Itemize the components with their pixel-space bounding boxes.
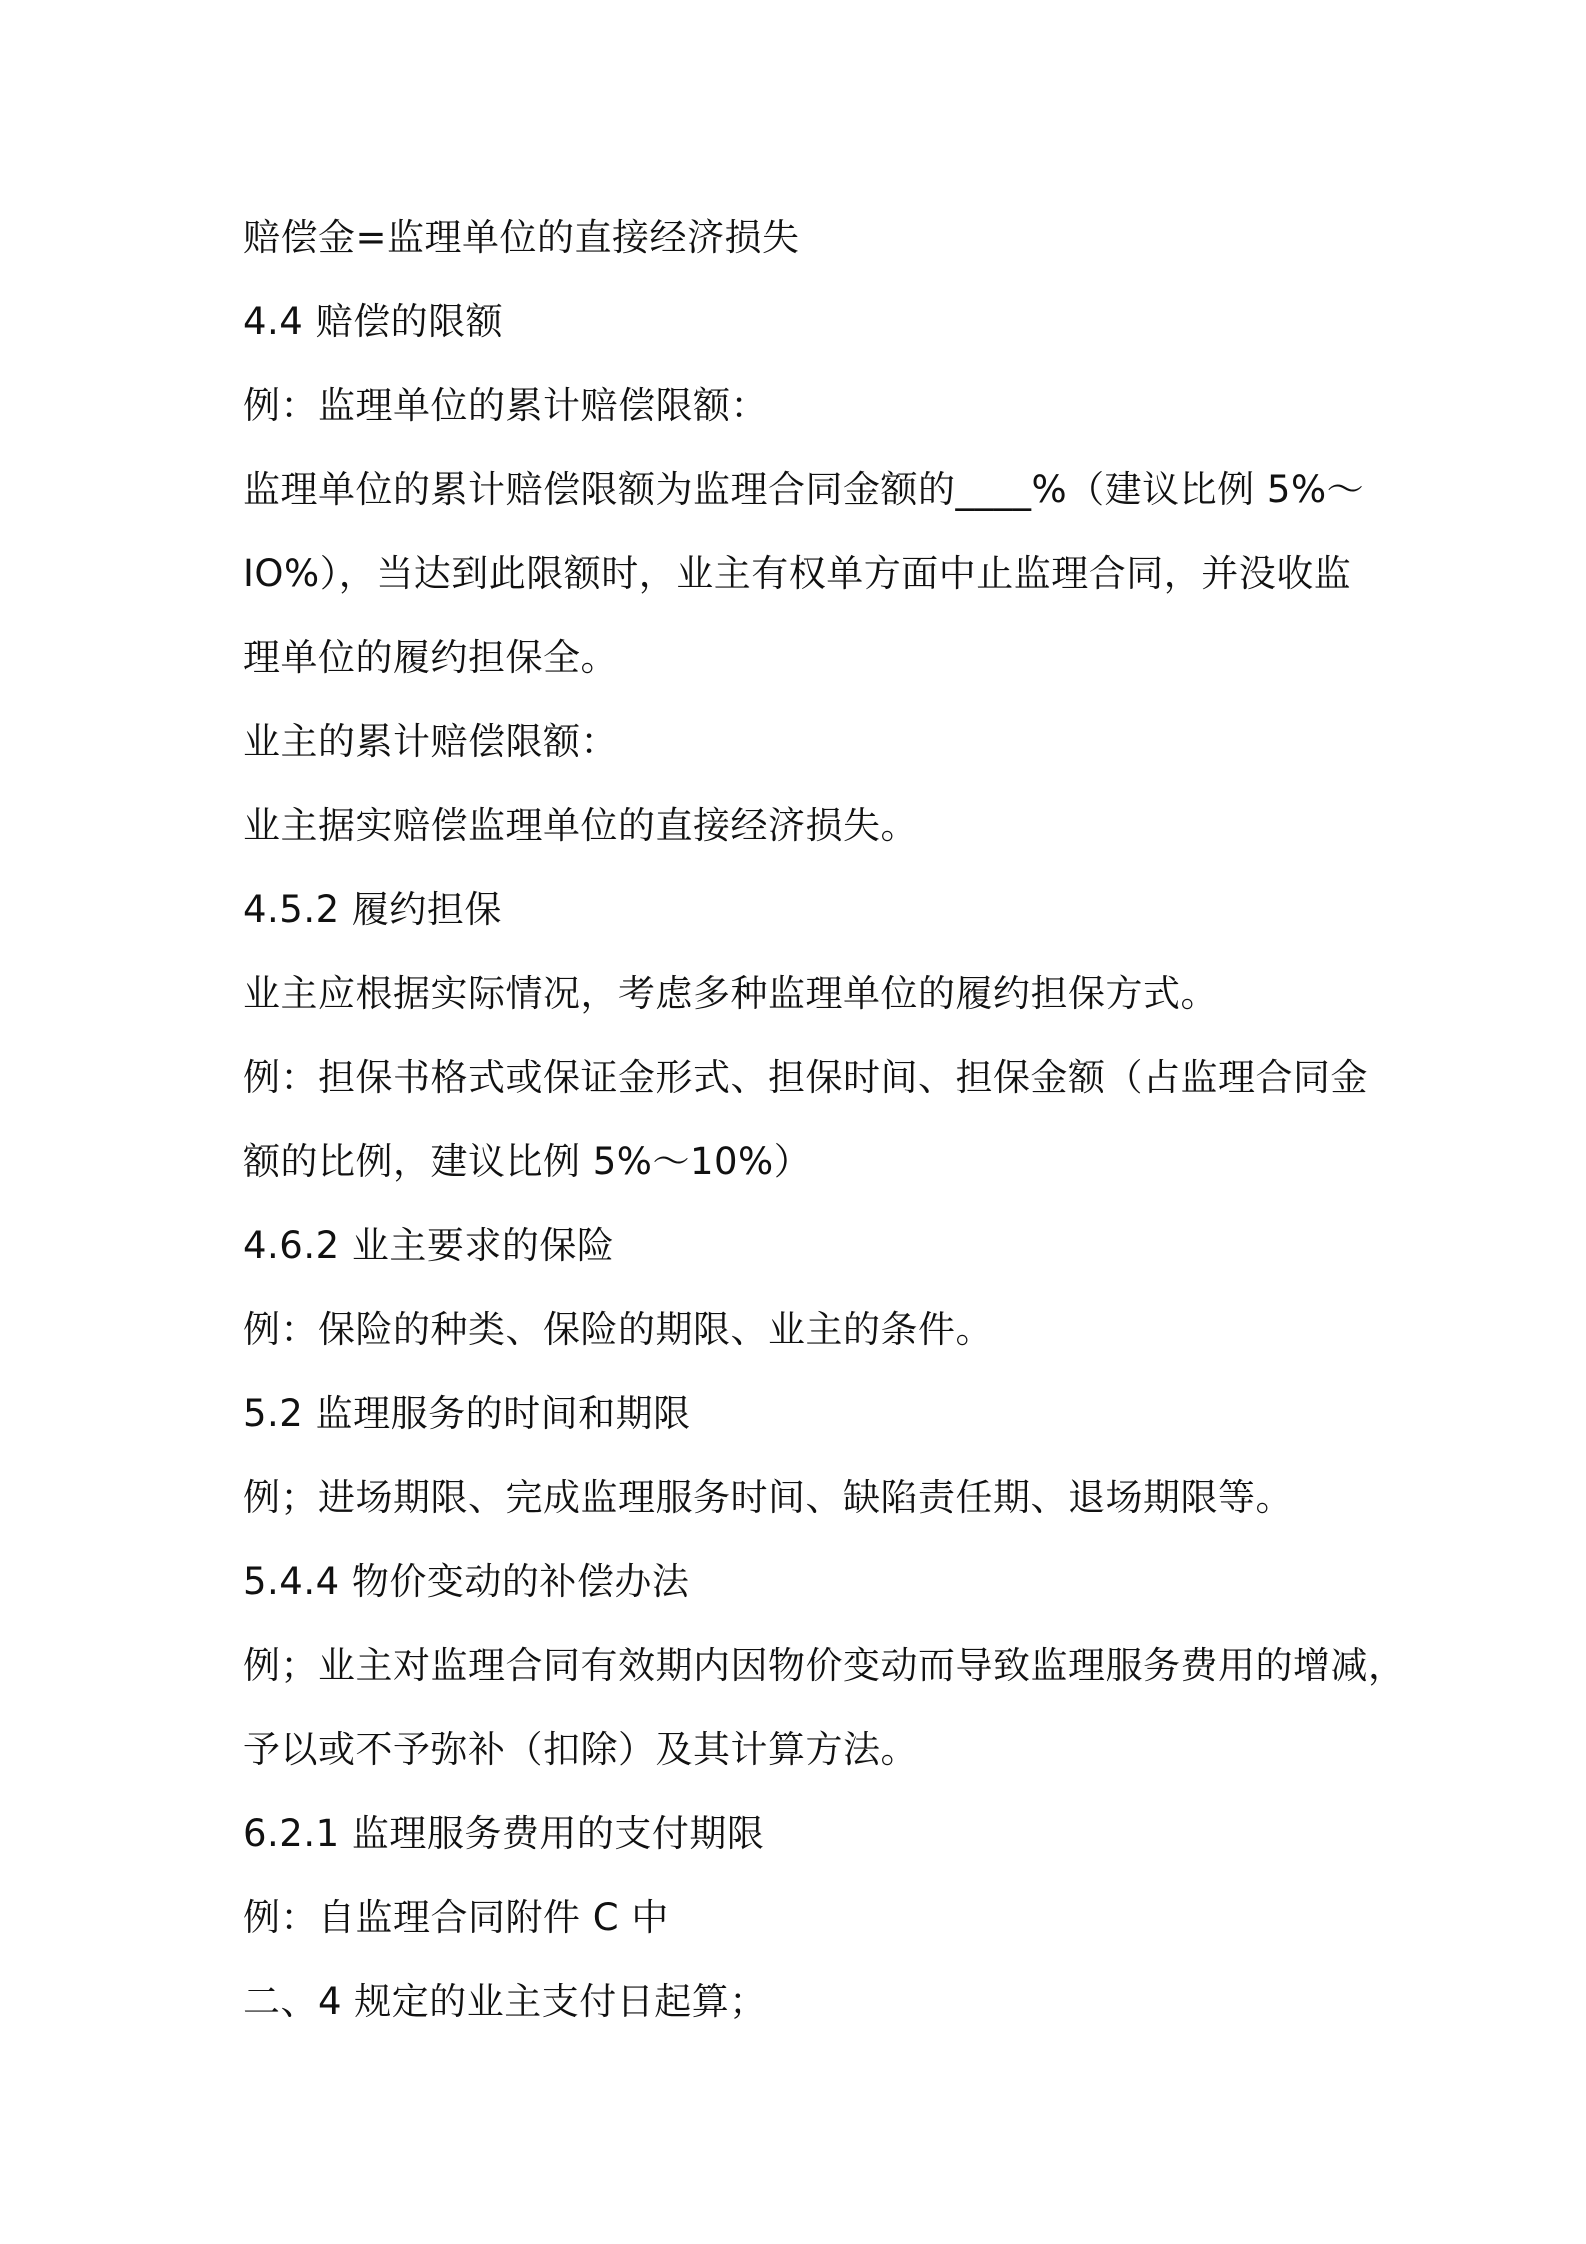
text-line-supervisor-limit-2: IO%），当达到此限额时，业主有权单方面中止监理合同，并没收监 [243, 552, 1352, 595]
text-line-supervisor-limit-3: 理单位的履约担保全。 [243, 636, 618, 679]
text-line-supervisor-limit-1: 监理单位的累计赔偿限额为监理合同金额的____%（建议比例 5%～ [243, 468, 1365, 511]
text-line-owner-limit-label: 业主的累计赔偿限额： [243, 720, 618, 763]
section-heading-4-4: 4.4 赔偿的限额 [243, 300, 504, 343]
text-line-payment-example-2: 二、4 规定的业主支付日起算； [243, 1980, 767, 2023]
text-line-guarantee-example-1: 例：担保书格式或保证金形式、担保时间、担保金额（占监理合同金 [243, 1056, 1368, 1099]
text-line-payment-example-1: 例：自监理合同附件 C 中 [243, 1896, 669, 1939]
document-body [243, 196, 1406, 2044]
section-heading-6-2-1: 6.2.1 监理服务费用的支付期限 [243, 1812, 765, 1855]
text-line-price-change-1: 例；业主对监理合同有效期内因物价变动而导致监理服务费用的增减， [243, 1644, 1406, 1687]
text-line-price-change-2: 予以或不予弥补（扣除）及其计算方法。 [243, 1728, 918, 1771]
section-heading-4-6-2: 4.6.2 业主要求的保险 [243, 1224, 615, 1267]
text-line-owner-limit: 业主据实赔偿监理单位的直接经济损失。 [243, 804, 918, 847]
text-line-supervisor-limit-label: 例：监理单位的累计赔偿限额： [243, 384, 768, 427]
section-heading-4-5-2: 4.5.2 履约担保 [243, 888, 502, 931]
text-line-guarantee-example-2: 额的比例，建议比例 5%～10%） [243, 1140, 812, 1183]
text-line-insurance-example: 例：保险的种类、保险的期限、业主的条件。 [243, 1308, 993, 1351]
text-line-service-time-example: 例；进场期限、完成监理服务时间、缺陷责任期、退场期限等。 [243, 1476, 1293, 1519]
section-heading-5-4-4: 5.4.4 物价变动的补偿办法 [243, 1560, 690, 1603]
section-heading-5-2: 5.2 监理服务的时间和期限 [243, 1392, 691, 1435]
text-line-compensation-formula: 赔偿金=监理单位的直接经济损失 [243, 216, 800, 259]
text-line-guarantee-methods: 业主应根据实际情况，考虑多种监理单位的履约担保方式。 [243, 972, 1218, 1015]
